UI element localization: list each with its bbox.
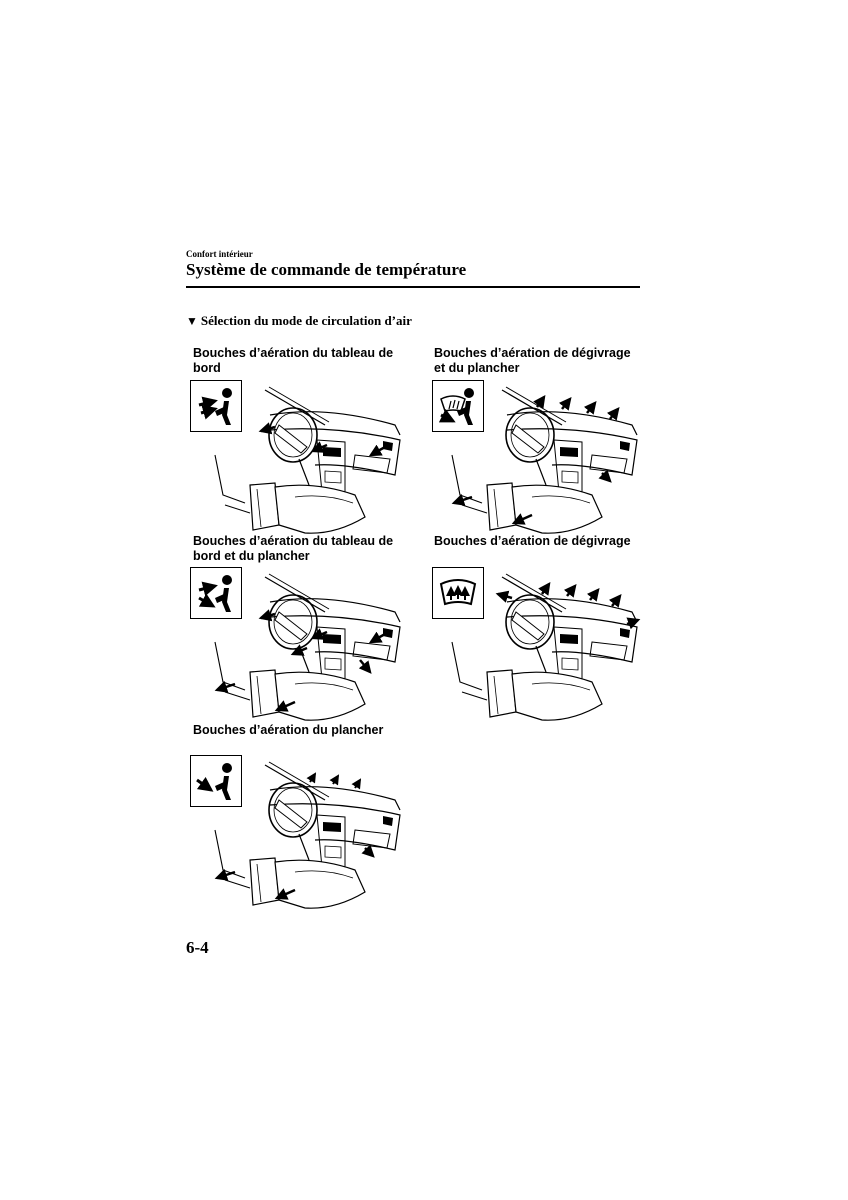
caption-line: bord et du plancher	[193, 549, 310, 563]
mode-caption-face	[193, 346, 413, 376]
mode-caption-floor	[193, 723, 413, 738]
title-rule	[186, 286, 640, 288]
section-label: Confort intérieur	[186, 249, 253, 259]
subheading	[186, 313, 412, 329]
mode-caption-bi-level	[193, 534, 413, 564]
page-number: 6-4	[186, 938, 209, 957]
caption-line: et du plancher	[434, 361, 520, 375]
page-title: Système de commande de température	[186, 260, 467, 279]
vent-illustration-defrost-floor	[432, 385, 647, 535]
caption-line: bord	[193, 361, 221, 375]
mode-caption-defrost-floor	[434, 346, 654, 376]
vent-illustration-defrost	[432, 572, 647, 722]
caption-line: Bouches d’aération du tableau de	[193, 534, 394, 548]
mode-caption-defrost	[434, 534, 654, 549]
caption-line: Bouches d’aération du plancher	[193, 723, 384, 737]
caption-line: Bouches d’aération de dégivrage	[434, 346, 631, 360]
vent-illustration-floor	[195, 760, 410, 910]
caption-line: Bouches d’aération du tableau de	[193, 346, 394, 360]
vent-illustration-bi-level	[195, 572, 410, 722]
vent-illustration-face	[195, 385, 410, 535]
caption-line: Bouches d’aération de dégivrage	[434, 534, 631, 548]
subheading-text: Sélection du mode de circulation d’air	[200, 313, 412, 328]
triangle-marker-icon: ▼	[186, 314, 198, 328]
